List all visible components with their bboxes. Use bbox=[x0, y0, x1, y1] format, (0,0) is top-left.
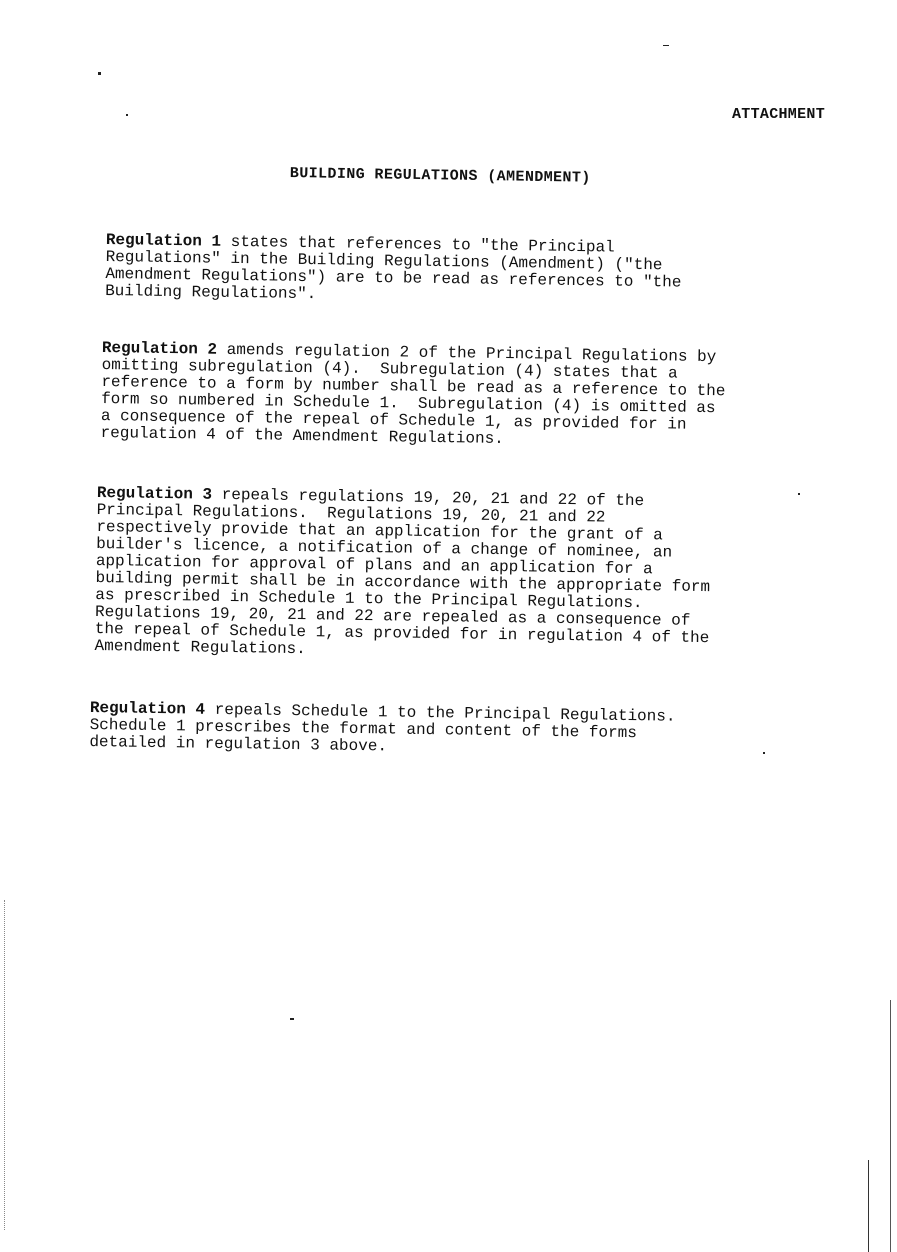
regulation-2-body: amends regulation 2 of the Principal Regulations by omitting subregulation (4). Subregulation (4) states that a reference to a form by number shall be read as a reference to the form so numbered in Schedule 1. Subregulation (4) is omitted as a consequence of the repeal of Schedule 1, as provided for in regulation 4 of the Amendment Regulations. bbox=[100, 340, 726, 448]
scan-margin-dots bbox=[4, 900, 6, 1230]
regulation-1-paragraph bbox=[105, 232, 682, 309]
attachment-label: ATTACHMENT bbox=[731, 106, 825, 123]
regulation-4-lead: Regulation 4 bbox=[89, 699, 206, 719]
regulation-1-lead: Regulation 1 bbox=[105, 231, 222, 251]
scan-speck bbox=[126, 114, 128, 116]
regulation-2-paragraph bbox=[100, 340, 726, 451]
regulation-2-lead: Regulation 2 bbox=[101, 339, 218, 359]
regulation-1-body: states that references to "the Principal Regulations" in the Building Regulations (Amendment) ("the Amendment Regulations") are to be read as references to "the Building Regulations". bbox=[104, 232, 682, 304]
regulation-4-body: repeals Schedule 1 to the Principal Regulations. Schedule 1 prescribes the format and content of the forms detailed in regulation 3 above. bbox=[89, 700, 676, 756]
scan-speck bbox=[290, 1018, 294, 1020]
scan-speck bbox=[798, 493, 800, 495]
scan-edge-line bbox=[868, 1160, 869, 1252]
regulation-3-lead: Regulation 3 bbox=[96, 484, 213, 504]
scan-speck bbox=[763, 752, 765, 754]
regulation-3-paragraph bbox=[94, 485, 711, 664]
scan-speck bbox=[663, 45, 669, 46]
regulation-4-paragraph bbox=[89, 700, 675, 760]
regulation-3-body: repeals regulations 19, 20, 21 and 22 of the Principal Regulations. Regulations 19, 20, 21 and 22 respectively provide that an application for the grant of a builder's licence, a notification of a change of nominee, an application for approval of plans and an application for a building permit shall be in accordance with the appropriate form as prescribed in Schedule 1 to the Principal Regulations. Regulations 19, 20, 21 and 22 are repealed as a consequence of the repeal of Schedule 1, as provided for in regulation 4 of the Amendment Regulations. bbox=[94, 485, 711, 659]
scan-edge-line bbox=[890, 1000, 891, 1252]
scan-speck bbox=[98, 72, 101, 75]
document-title: BUILDING REGULATIONS (AMENDMENT) bbox=[289, 165, 591, 187]
